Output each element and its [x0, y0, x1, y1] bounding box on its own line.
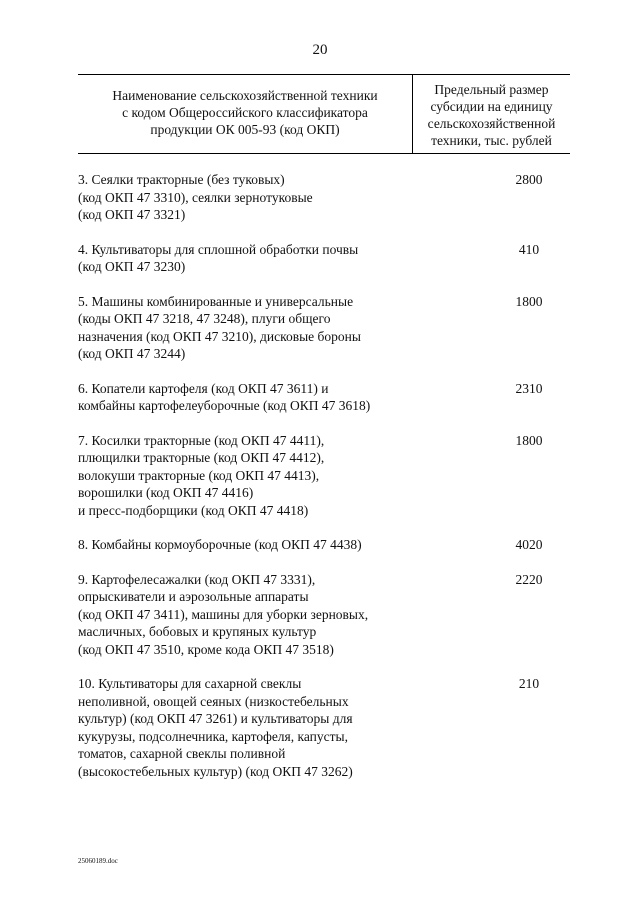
- row-value: 4020: [515, 537, 543, 552]
- row-name: 3. Сеялки тракторные (без туковых) (код ОКП 47 3310), сеялки зернотуковые (код ОКП 47 3321): [78, 172, 313, 222]
- row-value: 1800: [515, 293, 543, 309]
- row-value: 410: [518, 241, 540, 257]
- row-name: 10. Культиваторы для сахарной свеклы неполивной, овощей сеяных (низкостебельных культур) (код ОКП 47 3261) и культиваторы для кукурузы, подсолнечника, картофеля, капусты, томатов, сахарной свеклы поливной (высокостебельных культур) (код ОКП 47 3262): [78, 676, 353, 779]
- row-value: 2800: [515, 172, 543, 187]
- page-number: 20: [312, 42, 328, 58]
- table-row: [78, 571, 570, 659]
- table-row: [78, 536, 570, 554]
- table-body: [78, 171, 570, 780]
- table-row: [78, 241, 570, 276]
- header-value: Предельный размер субсидии на единицу сельскохозяйственной техники, тыс. рублей: [427, 82, 556, 148]
- table-row: [78, 293, 570, 363]
- row-name: 9. Картофелесажалки (код ОКП 47 3331), опрыскиватели и аэрозольные аппараты (код ОКП 47 3411), машины для уборки зерновых, масличных, бобовых и крупяных культур (код ОКП 47 3510, кроме кода ОКП 47 3518): [78, 571, 369, 657]
- table-row: [78, 380, 570, 415]
- table-row: [78, 171, 570, 224]
- footer-filename: 25060189.doc: [78, 857, 118, 865]
- table-row: [78, 675, 570, 780]
- row-name: 7. Косилки тракторные (код ОКП 47 4411), плющилки тракторные (код ОКП 47 4412), волокуши тракторные (код ОКП 47 4413), ворошилки (код ОКП 47 4416) и пресс-подборщики (код ОКП 47 4418): [78, 432, 325, 518]
- row-value: 210: [518, 676, 540, 691]
- row-value: 2310: [515, 380, 543, 396]
- row-name: 4. Культиваторы для сплошной обработки почвы (код ОКП 47 3230): [78, 241, 359, 274]
- header-name: Наименование сельскохозяйственной техники с кодом Общероссийского классификатора продукции ОК 005-93 (код ОКП): [78, 75, 413, 153]
- row-name: 6. Копатели картофеля (код ОКП 47 3611) и комбайны картофелеуборочные (код ОКП 47 3618): [78, 380, 371, 413]
- row-value: 2220: [515, 571, 543, 587]
- table-header: [78, 74, 570, 154]
- row-name: 5. Машины комбинированные и универсальные (коды ОКП 47 3218, 47 3248), плуги общего назначения (код ОКП 47 3210), дисковые бороны (код ОКП 47 3244): [78, 293, 361, 361]
- row-name: 8. Комбайны кормоуборочные (код ОКП 47 4438): [78, 537, 362, 552]
- subsidy-table: [78, 74, 570, 780]
- table-row: [78, 432, 570, 520]
- row-value: 1800: [515, 432, 543, 448]
